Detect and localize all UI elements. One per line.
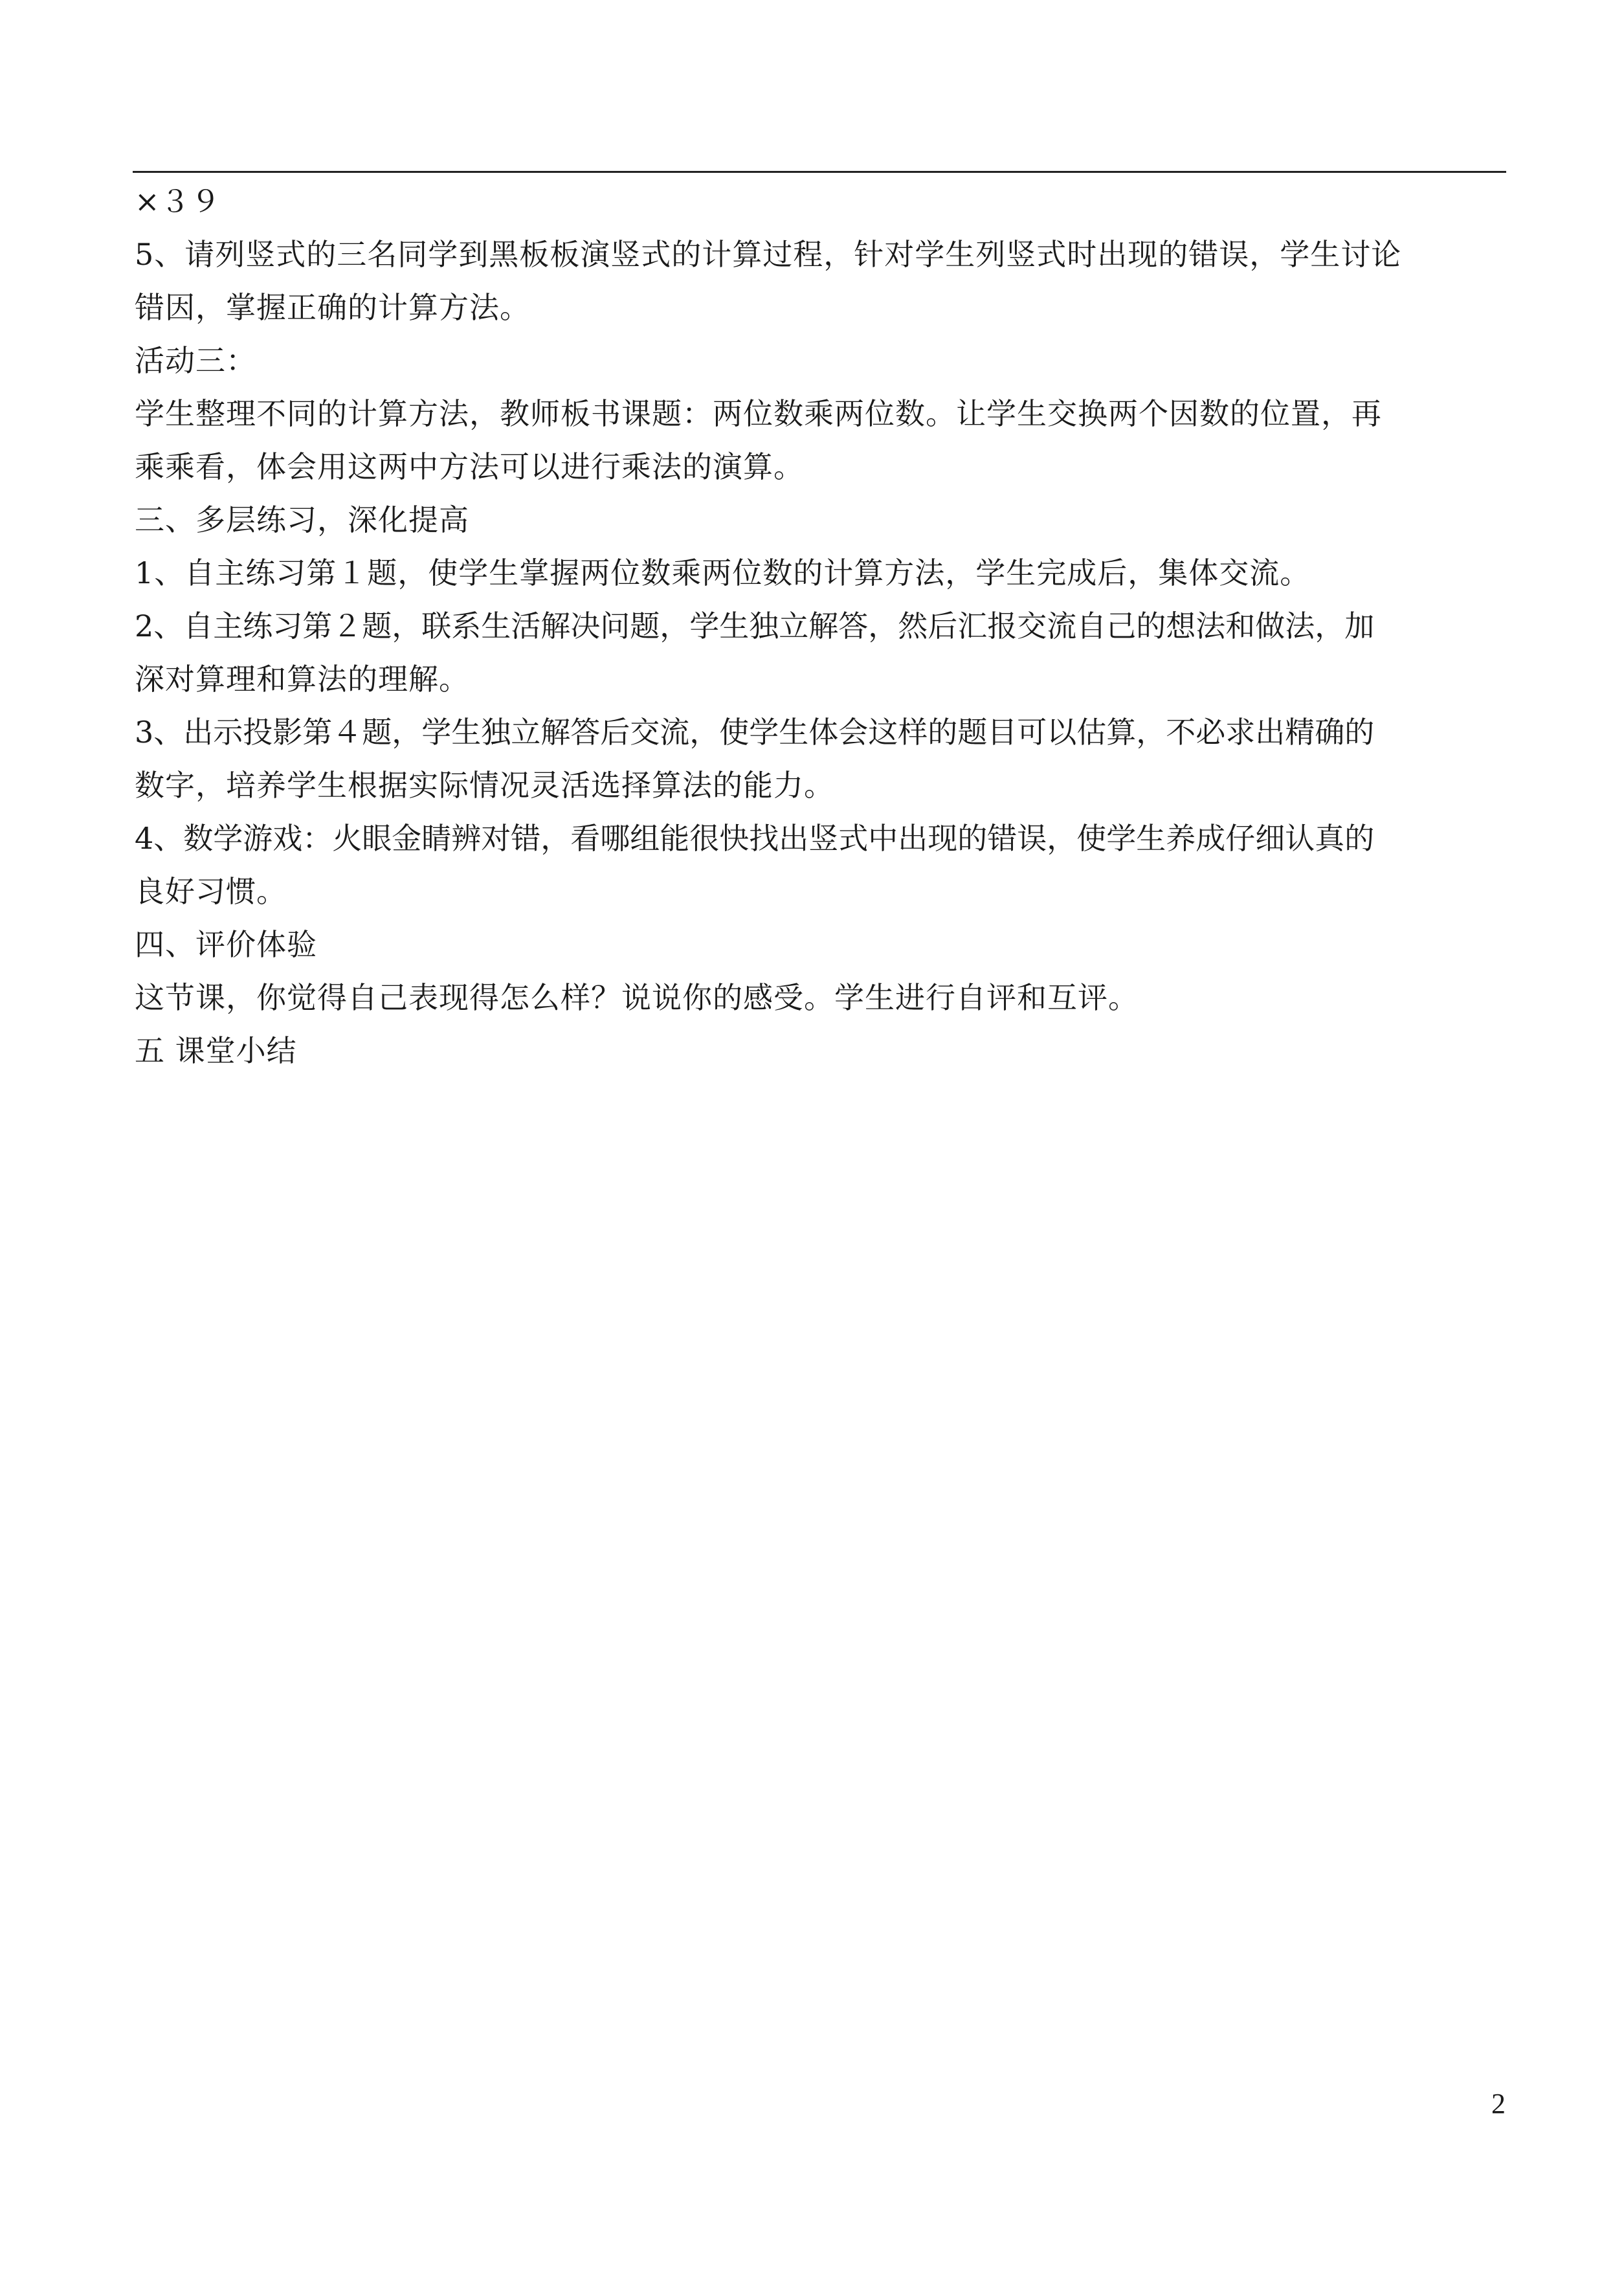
multiplier-line: ×３９ xyxy=(135,184,221,219)
paragraph-line: 3、出示投影第４题，学生独立解答后交流，使学生体会这样的题目可以估算，不必求出精确的 xyxy=(135,715,1375,750)
paragraph-line: 这节课，你觉得自己表现得怎么样？说说你的感受。学生进行自评和互评。 xyxy=(135,980,1139,1015)
section-heading-summary: 五 课堂小结 xyxy=(135,1033,297,1068)
paragraph-line: 数字，培养学生根据实际情况灵活选择算法的能力。 xyxy=(135,768,834,803)
paragraph-line: 4、数学游戏：火眼金睛辨对错，看哪组能很快找出竖式中出现的错误，使学生养成仔细认真的 xyxy=(135,821,1375,856)
paragraph-line: 1、自主练习第１题，使学生掌握两位数乘两位数的计算方法，学生完成后，集体交流。 xyxy=(135,555,1311,590)
document-body xyxy=(135,175,1508,1077)
section-heading-evaluation: 四、评价体验 xyxy=(135,927,317,962)
paragraph-line: 5、请列竖式的三名同学到黑板板演竖式的计算过程，针对学生列竖式时出现的错误，学生讨论 xyxy=(135,237,1402,272)
section-heading-practice: 三、多层练习，深化提高 xyxy=(135,502,469,537)
paragraph-line: 深对算理和算法的理解。 xyxy=(135,662,469,697)
paragraph-line: 错因，掌握正确的计算方法。 xyxy=(135,290,530,325)
paragraph-line: 2、自主练习第２题，联系生活解决问题，学生独立解答，然后汇报交流自己的想法和做法，加 xyxy=(135,609,1375,643)
paragraph-line: 学生整理不同的计算方法，教师板书课题：两位数乘两位数。让学生交换两个因数的位置，再 xyxy=(135,396,1382,431)
paragraph-line: 良好习惯。 xyxy=(135,874,287,909)
paragraph-line: 乘乘看，体会用这两中方法可以进行乘法的演算。 xyxy=(135,449,804,484)
page-number: 2 xyxy=(1491,2088,1506,2120)
section-heading-activity-three: 活动三： xyxy=(135,343,256,378)
header-rule xyxy=(133,171,1506,173)
